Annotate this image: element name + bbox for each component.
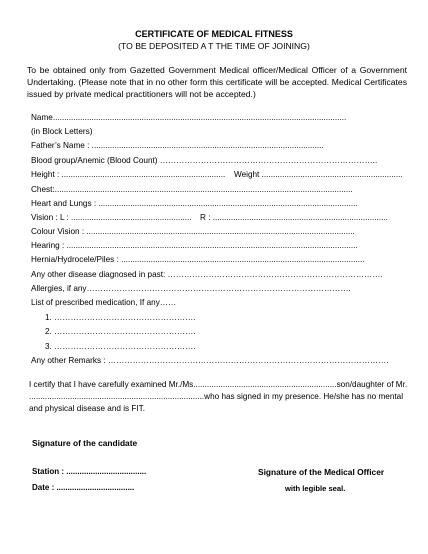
medical-officer-signature-label: Signature of the Medical Officer [258,467,385,477]
hearing-field[interactable]: Hearing : ................................................................................................................................ [31,241,358,250]
chest-field[interactable]: Chest:................................................................................................................................... [31,185,353,194]
remarks-field[interactable]: Any other Remarks : …………………………………………………………………………………………. [31,356,389,365]
medication-item-2[interactable]: 2. ……………………………………………. [45,327,196,336]
medication-item-1[interactable]: 1. ……………………………………………. [45,313,196,322]
intro-paragraph: To be obtained only from Gazetted Government Medical officer/Medical Officer of a Government Undertaking. (Please note that in no other form this certificate will be accepted. Medical Certificates issued by private medical practitioners will not be accepted.) [27,65,407,99]
certificate-subtitle: (TO BE DEPOSITED A T THE TIME OF JOINING) [118,41,310,51]
certify-line-3: and physical disease and is FIT. [29,404,146,413]
height-field[interactable]: Height : ........................................................................ [31,170,226,179]
hernia-field[interactable]: Hernia/Hydrocele/Piles : ........................................................................................................... [31,255,365,264]
block-letters-note: (in Block Letters) [31,127,93,136]
certify-line-1: I certify that I have carefully examined Mr./Ms...............................................................son/daughter of Mr. [29,380,408,389]
father-name-field[interactable]: Father’s Name : ...................................................................................................... [31,141,324,150]
colour-vision-field[interactable]: Colour Vision : ...................................................................................................................... [31,227,355,236]
vision-left-field[interactable]: Vision : L : ..................................................... [31,213,192,222]
vision-right-field[interactable]: R : ............................................................................. [200,213,388,222]
weight-field[interactable]: Weight .............................................................. [234,170,403,179]
certify-line-2: .............................................................................who has signed in my presence. He/she has no mental [29,392,404,401]
station-field[interactable] [32,467,146,476]
medication-label: List of prescribed medication, If any…… [31,298,177,307]
date-field[interactable] [32,483,134,492]
heart-lungs-field[interactable]: Heart and Lungs : .................................................................................................................. [31,199,358,208]
station-text: Station : .................................... [32,467,147,476]
blood-group-field[interactable]: Blood group/Anemic (Blood Count) …………………………………………………………………….. [31,156,378,165]
allergies-field[interactable]: Allergies, if any……………………………………………………………………………………. [31,284,351,293]
other-disease-field[interactable]: Any other disease diagnosed in past: ……………………………………………………………………. [31,270,383,279]
medication-item-3[interactable]: 3. ……………………………………………. [45,342,196,351]
legible-seal-note: with legible seal. [285,484,346,493]
certificate-title: CERTIFICATE OF MEDICAL FITNESS [135,29,293,39]
name-field[interactable]: Name................................................................................................................................. [31,113,347,122]
candidate-signature-label: Signature of the candidate [32,438,138,448]
date-text: Date : ................................... [32,483,135,492]
